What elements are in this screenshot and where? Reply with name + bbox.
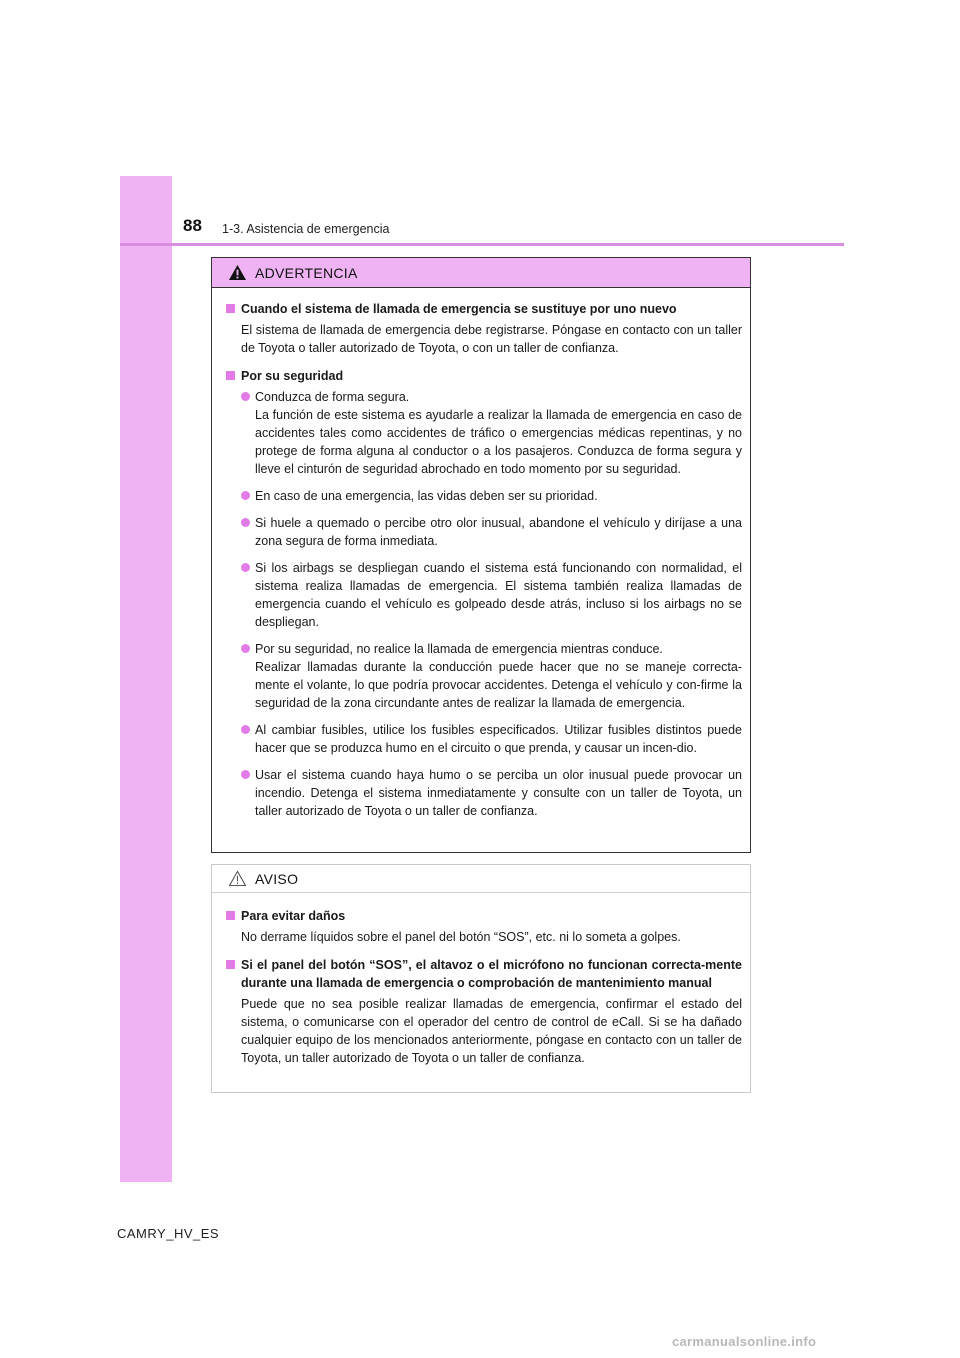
square-bullet-icon <box>226 304 235 313</box>
section-heading-text: Cuando el sistema de llamada de emergencia se sustituye por uno nuevo <box>241 302 677 316</box>
square-bullet-icon <box>226 911 235 920</box>
list-item <box>241 388 742 478</box>
section-heading <box>225 367 742 385</box>
list-item <box>241 766 742 820</box>
list-item-text: Por su seguridad, no realice la llamada de emergencia mientras conduce. Realizar llamadas durante la conducción puede hacer que no se maneje correcta-mente el volante, lo que podría provocar accidentes. Detenga el vehículo y con-firme la seguridad de la zona circundante antes de realizar la llamada de emergencia. <box>255 642 742 710</box>
circle-bullet-icon <box>241 644 250 653</box>
list-item-text: Al cambiar fusibles, utilice los fusibles especificados. Utilizar fusibles distintos puede hacer que se produzca humo en el circuito o que prenda, y causar un incen-dio. <box>255 723 742 755</box>
section-paragraph: No derrame líquidos sobre el panel del botón “SOS”, etc. ni lo someta a golpes. <box>241 930 681 944</box>
watermark: carmanualsonline.info <box>672 1334 817 1349</box>
square-bullet-icon <box>226 371 235 380</box>
notice-box-body <box>212 893 750 1067</box>
warning-box-header <box>212 258 750 288</box>
warning-triangle-icon <box>228 264 247 281</box>
section-title: 1-3. Asistencia de emergencia <box>222 222 390 236</box>
section-heading <box>225 956 742 992</box>
page-number: 88 <box>183 216 202 235</box>
circle-bullet-icon <box>241 392 250 401</box>
document-id: CAMRY_HV_ES <box>117 1226 220 1241</box>
square-bullet-icon <box>226 960 235 969</box>
list-item <box>241 640 742 712</box>
section-heading-text: Si el panel del botón “SOS”, el altavoz o el micrófono no funcionan correcta-mente durante una llamada de emergencia o comprobación de mantenimiento manual <box>241 958 742 990</box>
section-heading <box>225 907 742 925</box>
circle-bullet-icon <box>241 725 250 734</box>
circle-bullet-icon <box>241 491 250 500</box>
warning-box-body <box>212 288 750 820</box>
section-paragraph: Puede que no sea posible realizar llamadas de emergencia, confirmar el estado del sistema, o comunicarse con el operador del centro de control de eCall. Si se ha dañado cualquier equipo de los mencionados anteriormente, póngase en contacto con un taller de Toyota, un taller autorizado de Toyota o un taller de confianza. <box>241 997 742 1065</box>
warning-box <box>211 257 751 853</box>
list-item <box>241 559 742 631</box>
list-item-text: Usar el sistema cuando haya humo o se perciba un olor inusual puede provocar un incendio. Detenga el sistema inmediatamente y consulte con un taller de Toyota, un taller autorizado de Toyota o un taller de confianza. <box>255 768 742 818</box>
list-item <box>241 487 742 505</box>
chapter-tab-band <box>120 176 172 1182</box>
header-rule <box>120 243 844 246</box>
section-paragraph: El sistema de llamada de emergencia debe registrarse. Póngase en contacto con un taller de Toyota o taller autorizado de Toyota, o con un taller de confianza. <box>241 323 742 355</box>
list-item <box>241 514 742 550</box>
section-heading-text: Por su seguridad <box>241 369 344 383</box>
list-item-text: En caso de una emergencia, las vidas deben ser su prioridad. <box>255 489 598 503</box>
list-item <box>241 721 742 757</box>
circle-bullet-icon <box>241 563 250 572</box>
warning-box-title: ADVERTENCIA <box>255 264 358 281</box>
section-heading-text: Para evitar daños <box>241 909 346 923</box>
list-item-text: Si los airbags se despliegan cuando el sistema está funcionando con normalidad, el sistema realiza llamadas de emergencia. El sistema también realiza llamadas de emergencia cuando el vehículo es golpeado desde atrás, incluso si los airbags no se despliegan. <box>255 561 742 629</box>
notice-box <box>211 864 751 1093</box>
caution-triangle-outline-icon <box>228 870 247 887</box>
list-item-text: Si huele a quemado o percibe otro olor inusual, abandone el vehículo y diríjase a una zona segura de forma inmediata. <box>255 516 742 548</box>
notice-box-header <box>212 865 750 893</box>
section-heading <box>225 300 742 318</box>
circle-bullet-icon <box>241 770 250 779</box>
notice-box-title: AVISO <box>255 870 299 887</box>
list-item-text: Conduzca de forma segura. La función de este sistema es ayudarle a realizar la llamada de emergencia en caso de accidentes tales como accidentes de tráfico o emergencias médicas repentinas, y no protege de forma alguna al conductor o a los pasajeros. Conduzca de forma segura y lleve el cinturón de seguridad abrochado en todo momento por su seguridad. <box>255 390 742 476</box>
circle-bullet-icon <box>241 518 250 527</box>
